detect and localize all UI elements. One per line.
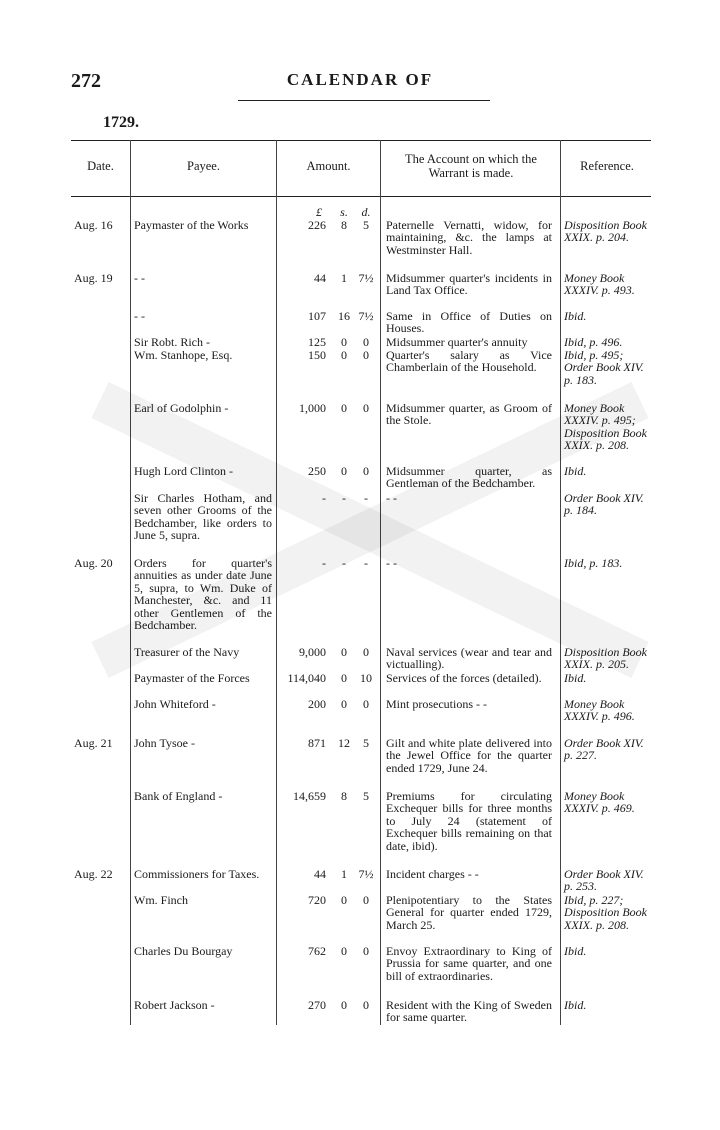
row-pence: 10 xyxy=(360,671,372,685)
row-account: Gilt and white plate delivered into the Jewel Office for the quarter ended 1729, June 24. xyxy=(386,736,552,775)
col-divider-4 xyxy=(560,140,561,1025)
row-account: Midsummer quarter's incidents in Land Tax Office. xyxy=(386,271,552,298)
row-payee: Paymaster of the Works xyxy=(134,218,249,232)
row-account: Envoy Extraordinary to King of Prussia for same quarter, and one bill of extraordinaries. xyxy=(386,944,552,983)
row-account: Services of the forces (detailed). xyxy=(386,671,542,685)
row-reference: Ibid, p. 495; Order Book XIV. p. 183. xyxy=(564,348,644,387)
col-head-payee: Payee. xyxy=(187,159,220,173)
row-pence: 7½ xyxy=(358,271,374,285)
row-pence: 7½ xyxy=(358,309,374,323)
row-shillings: 0 xyxy=(341,671,347,685)
row-payee: John Tysoe - xyxy=(134,736,195,750)
row-shillings: 0 xyxy=(341,645,347,659)
col-divider-1 xyxy=(130,140,131,1025)
row-pounds: - xyxy=(322,491,326,505)
row-reference: Ibid. xyxy=(564,309,587,323)
row-pence: 0 xyxy=(363,944,369,958)
row-date: Aug. 22 xyxy=(74,867,113,881)
col-head-account: The Account on which the Warrant is made. xyxy=(405,152,537,180)
col-head-reference: Reference. xyxy=(580,159,634,173)
page-number: 272 xyxy=(71,70,101,92)
row-shillings: 8 xyxy=(341,218,347,232)
table-top-rule xyxy=(71,140,651,141)
row-shillings: 0 xyxy=(341,464,347,478)
row-payee: Charles Du Bourgay xyxy=(134,944,233,958)
col-head-amount: Amount. xyxy=(306,159,351,173)
row-pence: - xyxy=(364,491,368,505)
row-payee: Sir Charles Hotham, and seven other Grooms of the Bedchamber, like orders to June 5, supra. xyxy=(134,491,272,543)
row-shillings: 0 xyxy=(341,335,347,349)
row-pence: 0 xyxy=(363,645,369,659)
row-payee: Bank of England - xyxy=(134,789,223,803)
row-pounds: 125 xyxy=(308,335,326,349)
row-pounds: 14,659 xyxy=(293,789,326,803)
row-reference: Ibid. xyxy=(564,944,587,958)
row-payee: Robert Jackson - xyxy=(134,998,215,1012)
row-account: Premiums for circulating Exchequer bills for three months to July 24 (statement of Exchequer bills remaining on that date, ibid). xyxy=(386,789,552,853)
row-reference: Money Book XXXIV. p. 496. xyxy=(564,697,635,724)
row-account: Paternelle Vernatti, widow, for maintaining, &c. the lamps at Westminster Hall. xyxy=(386,218,552,257)
row-payee: Commissioners for Taxes. xyxy=(134,867,260,881)
row-shillings: - xyxy=(342,491,346,505)
row-payee: Orders for quarter's annuities as under date June 5, supra, to Wm. Duke of Manchester, &c. and 11 other Gentlemen of the Bedchamber. xyxy=(134,556,272,633)
row-reference: Ibid. xyxy=(564,464,587,478)
row-reference: Order Book XIV. p. 253. xyxy=(564,867,644,894)
row-payee: - - xyxy=(134,309,145,323)
row-pounds: 150 xyxy=(308,348,326,362)
row-payee: Paymaster of the Forces xyxy=(134,671,250,685)
row-payee: Wm. Finch xyxy=(134,893,188,907)
row-account: Resident with the King of Sweden for same quarter. xyxy=(386,998,552,1025)
row-date: Aug. 20 xyxy=(74,556,113,570)
row-pounds: 114,040 xyxy=(287,671,326,685)
row-pounds: 107 xyxy=(308,309,326,323)
row-pounds: 250 xyxy=(308,464,326,478)
row-payee: Treasurer of the Navy xyxy=(134,645,240,659)
row-pounds: 44 xyxy=(314,867,326,881)
row-shillings: 0 xyxy=(341,944,347,958)
row-pounds: 200 xyxy=(308,697,326,711)
row-shillings: 0 xyxy=(341,348,347,362)
currency-pence: d. xyxy=(361,205,371,219)
row-reference: Ibid, p. 183. xyxy=(564,556,623,570)
row-payee: Earl of Godolphin - xyxy=(134,401,229,415)
year-label: 1729. xyxy=(103,114,139,131)
currency-pounds: £ xyxy=(316,205,322,219)
col-divider-2 xyxy=(276,140,277,1025)
row-pounds: 9,000 xyxy=(299,645,326,659)
row-reference: Ibid, p. 227; Disposition Book XXIX. p. 208. xyxy=(564,893,647,932)
row-account: Midsummer quarter, as Gentleman of the Bedchamber. xyxy=(386,464,552,491)
row-account: Mint prosecutions - - xyxy=(386,697,487,711)
currency-shillings: s. xyxy=(340,205,348,219)
row-shillings: 0 xyxy=(341,998,347,1012)
row-reference: Ibid. xyxy=(564,671,587,685)
row-payee: Sir Robt. Rich - xyxy=(134,335,211,349)
row-pence: 0 xyxy=(363,893,369,907)
row-pounds: 871 xyxy=(308,736,326,750)
row-shillings: 0 xyxy=(341,697,347,711)
row-pounds: 226 xyxy=(308,218,326,232)
row-reference: Money Book XXXIV. p. 495; Disposition Book XXIX. p. 208. xyxy=(564,401,647,453)
row-shillings: 0 xyxy=(341,893,347,907)
row-account: Plenipotentiary to the States General for quarter ended 1729, March 25. xyxy=(386,893,552,932)
row-pounds: - xyxy=(322,556,326,570)
row-shillings: 1 xyxy=(341,271,347,285)
row-account: Midsummer quarter's annuity xyxy=(386,335,528,349)
row-pence: 0 xyxy=(363,464,369,478)
row-reference: Order Book XIV. p. 227. xyxy=(564,736,644,763)
row-date: Aug. 19 xyxy=(74,271,113,285)
row-pence: 7½ xyxy=(358,867,374,881)
row-pence: 0 xyxy=(363,335,369,349)
row-pence: 0 xyxy=(363,998,369,1012)
row-shillings: 0 xyxy=(341,401,347,415)
row-pounds: 1,000 xyxy=(299,401,326,415)
row-pence: - xyxy=(364,556,368,570)
row-pence: 5 xyxy=(363,736,369,750)
row-reference: Money Book XXXIV. p. 493. xyxy=(564,271,635,298)
col-divider-3 xyxy=(380,140,381,1025)
row-account: - - xyxy=(386,491,397,505)
row-reference: Ibid. xyxy=(564,998,587,1012)
row-account: Incident charges - - xyxy=(386,867,479,881)
row-pence: 0 xyxy=(363,348,369,362)
row-reference: Order Book XIV. p. 184. xyxy=(564,491,644,518)
row-payee: - - xyxy=(134,271,145,285)
row-pounds: 762 xyxy=(308,944,326,958)
row-date: Aug. 16 xyxy=(74,218,113,232)
row-reference: Disposition Book XXIX. p. 205. xyxy=(564,645,647,672)
row-account: Same in Office of Duties on Houses. xyxy=(386,309,552,336)
row-pence: 5 xyxy=(363,218,369,232)
row-pence: 5 xyxy=(363,789,369,803)
row-pence: 0 xyxy=(363,401,369,415)
row-reference: Ibid, p. 496. xyxy=(564,335,623,349)
row-payee: John Whiteford - xyxy=(134,697,216,711)
col-head-date: Date. xyxy=(87,159,114,173)
row-shillings: 1 xyxy=(341,867,347,881)
row-account: Naval services (wear and tear and victualling). xyxy=(386,645,552,672)
row-payee: Wm. Stanhope, Esq. xyxy=(134,348,233,362)
row-account: Midsummer quarter, as Groom of the Stole. xyxy=(386,401,552,428)
row-pounds: 720 xyxy=(308,893,326,907)
row-account: Quarter's salary as Vice Chamberlain of the Household. xyxy=(386,348,552,375)
row-payee: Hugh Lord Clinton - xyxy=(134,464,233,478)
running-title: CALENDAR OF xyxy=(286,70,434,89)
header-rule xyxy=(238,100,490,101)
row-shillings: - xyxy=(342,556,346,570)
row-date: Aug. 21 xyxy=(74,736,113,750)
row-reference: Disposition Book XXIX. p. 204. xyxy=(564,218,647,245)
table-header-rule xyxy=(71,196,651,197)
row-pounds: 44 xyxy=(314,271,326,285)
row-pence: 0 xyxy=(363,697,369,711)
row-shillings: 8 xyxy=(341,789,347,803)
row-account: - - xyxy=(386,556,397,570)
row-shillings: 12 xyxy=(338,736,350,750)
row-pounds: 270 xyxy=(308,998,326,1012)
row-shillings: 16 xyxy=(338,309,350,323)
row-reference: Money Book XXXIV. p. 469. xyxy=(564,789,635,816)
